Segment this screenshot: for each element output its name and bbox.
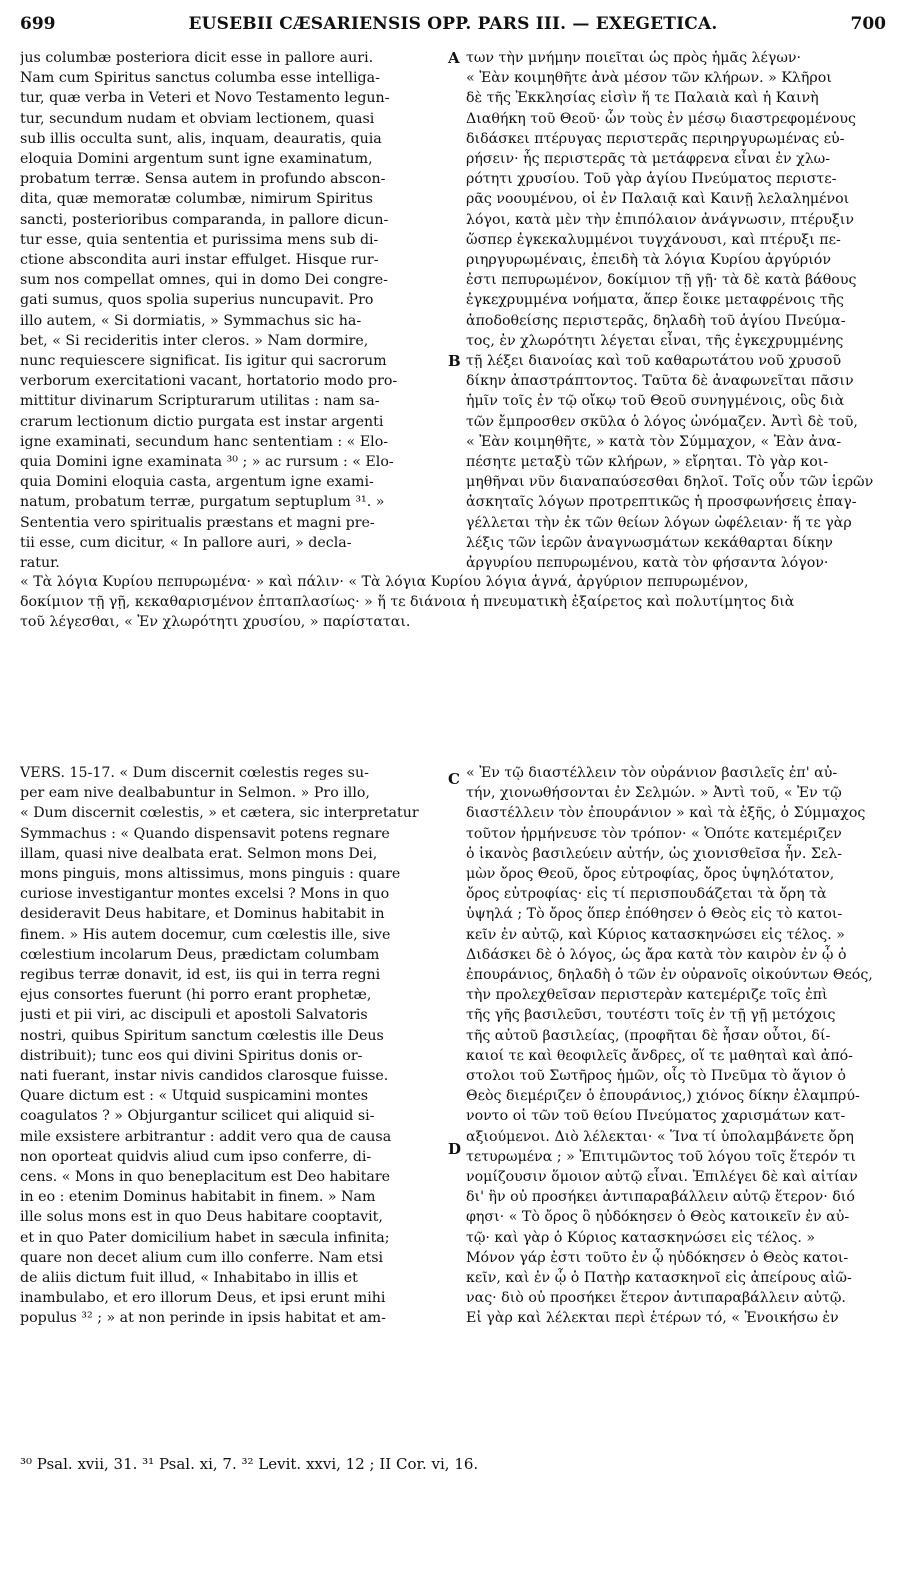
text-line: desideravit Deus habitare, et Dominus habitabit in: [20, 906, 385, 923]
text-line: δίκην ἀπαστράπτοντος. Ταῦτα δὲ ἀναφωνεῖται πᾶσιν: [466, 373, 854, 390]
text-line: mile exsistere arbitrantur : addit vero qua de causa: [20, 1128, 392, 1145]
text-line: igne examinati, secundum hanc sententiam : « Elo-: [20, 433, 389, 450]
text-line: μὼν ὄρος Θεοῦ, ὄρος εὐτροφίας, ὄρος ὑψηλότατον,: [466, 866, 835, 883]
text-line: quia Domini igne examinata ³⁰ ; » ac rursum : « Elo-: [20, 454, 394, 471]
text-line: bet, « Si recideritis inter cleros. » Nam dormire,: [20, 332, 369, 349]
text-line: ὑψηλά ; Τὸ ὄρος ὅπερ ἐπόθησεν ὁ Θεὸς εἰς τὸ κατοι-: [466, 906, 843, 923]
text-line: τῇ λέξει διανοίας καὶ τοῦ καθαρωτάτου νοῦ χρυσοῦ: [466, 353, 842, 370]
text-line: gati sumus, quos spolia superius nuncupavit. Pro: [20, 292, 374, 309]
running-title: EUSEBII CÆSARIENSIS OPP. PARS III. — EXEGETICA.: [188, 14, 718, 34]
text-line: nostri, quibus Spiritum sanctum cœlestis ille Deus: [20, 1027, 384, 1044]
text-line: κεῖν ἐν αὐτῷ, καὶ Κύριος κατασκηνώσει εἰς τέλος. »: [466, 926, 845, 943]
text-line: τῆς αὐτοῦ βασιλείας, (προφῆται δὲ ἦσαν οὗτοι, δί-: [466, 1027, 831, 1044]
text-line: φησι· « Τὸ ὄρος ὃ ηὐδόκησεν ὁ Θεὸς κατοικεῖν ἐν αὐ-: [466, 1209, 850, 1226]
text-line: λόγοι, κατὰ μὲν τὴν ἐπιπόλαιον ἀνάγνωσιν, πτέρυξιν: [466, 211, 854, 228]
text-line: regibus terræ donavit, id est, iis qui in terra regni: [20, 967, 381, 984]
latin-column-top: [20, 48, 448, 573]
text-line: Sententia vero spiritualis præstans et magni pre-: [20, 514, 375, 531]
text-line: δι' ἣν οὐ προσήκει ἀντιπαραβάλλειν αὐτῷ ἕτερον· διό: [466, 1189, 855, 1206]
footnotes: ³⁰ Psal. xvii, 31. ³¹ Psal. xi, 7. ³² Levit. xxvi, 12 ; II Cor. vi, 16.: [20, 1455, 479, 1473]
text-line: τοῦ λέγεσθαι, « Ἐν χλωρότητι χρυσίου, » παρίσταται.: [20, 614, 411, 631]
text-line: crarum lectionum dictio purgata est instar argenti: [20, 413, 384, 430]
text-line: αξιούμενοι. Διὸ λέλεκται· « Ἵνα τί ὑπολαμβάνετε ὄρη: [466, 1128, 854, 1145]
text-line: τοῦτον ἡρμήνευσε τὸν τρόπον· « Ὁπότε κατεμέριζεν: [466, 825, 842, 842]
text-line: νομίζουσιν ὅμοιον αὐτῷ εἶναι. Ἐπιλέγει δὲ καὶ αἰτίαν: [466, 1169, 858, 1186]
text-line: « Dum discernit cœlestis, » et cætera, sic interpretatur: [20, 805, 419, 822]
text-line: στολοι τοῦ Σωτῆρος ἡμῶν, οἷς τὸ Πνεῦμα τὸ ἅγιον ὁ: [466, 1068, 846, 1085]
text-line: τετυρωμένα ; » Ἐπιτιμῶντος τοῦ λόγου τοῖς ἕτερόν τι: [466, 1148, 856, 1165]
text-line: mittitur divinarum Scripturarum utilitas : nam sa-: [20, 393, 380, 410]
text-line: δὲ τῆς Ἐκκλησίας εἰσὶν ἥ τε Παλαιὰ καὶ ἡ Καινὴ: [466, 90, 819, 107]
text-line: ἐστι πεπυρωμένον, δοκίμιον τῇ γῇ· τὰ δὲ κατὰ βάθους: [466, 272, 857, 289]
margin-letter-d: D: [448, 1140, 462, 1158]
text-line: natum, probatum terræ, purgatum septuplum ³¹. »: [20, 494, 385, 511]
text-line: cœlestium incolarum Deus, prædictam columbam: [20, 946, 380, 963]
text-line: Διδάσκει δὲ ὁ λόγος, ὡς ἄρα κατὰ τὸν καιρὸν ἐν ᾧ ὁ: [466, 946, 847, 963]
text-line: ctione abscondita auri instar effulget. Hisque rur-: [20, 252, 379, 269]
text-line: ἀσκηταῖς λόγων προτρεπτικῶς ἡ προσφωνήσεις ἐπαγ-: [466, 494, 857, 511]
page-header: [20, 14, 886, 40]
text-line: ἐγκεχρυμμένα νοήματα, ἅπερ ἔοικε μεταφρένοις τῆς: [466, 292, 844, 309]
text-line: quia Domini eloquia casta, argentum igne exami-: [20, 474, 374, 491]
text-line: probatum terræ. Sensa autem in profundo abscon-: [20, 171, 386, 188]
text-line: τῷ· καὶ γὰρ ὁ Κύριος κατασκηνώσει εἰς τέλος. »: [466, 1229, 816, 1246]
text-line: VERS. 15-17. « Dum discernit cœlestis reges su-: [20, 765, 369, 781]
text-line: sum nos compellat omnes, qui in domo Dei congre-: [20, 272, 388, 289]
margin-letter-a: A: [448, 49, 460, 67]
text-line: ρότητι χρυσίου. Τοῦ γὰρ ἁγίου Πνεύματος περιστε-: [466, 171, 837, 188]
page-number-right: 700: [850, 14, 886, 34]
text-line: τος, ἐν χλωρότητι λέγεται εἶναι, τῆς ἐγκεχρυμμένης: [466, 332, 844, 349]
text-line: κεῖν, καὶ ἐν ᾧ ὁ Πατὴρ κατασκηνοῖ εἰς ἀπείρους αἰῶ-: [466, 1270, 852, 1287]
text-line: Διαθήκη τοῦ Θεοῦ· ὧν τοὺς ἐν μέσῳ διαστρεφομένους: [466, 110, 856, 127]
text-line: των τὴν μνήμην ποιεῖται ὡς πρὸς ἡμᾶς λέγων·: [466, 50, 802, 66]
text-line: πέσητε μεταξὺ τῶν κλήρων, » εἴρηται. Τὸ γὰρ κοι-: [466, 454, 829, 471]
text-line: in eo : etenim Dominus habitabit in finem. » Nam: [20, 1189, 376, 1206]
text-line: et in quo Pater domicilium habet in sæcula infinita;: [20, 1229, 390, 1246]
text-line: ejus consortes fuerunt (hi porro erant prophetæ,: [20, 987, 372, 1004]
text-line: illo autem, « Si dormiatis, » Symmachus sic ha-: [20, 312, 362, 329]
text-line: τήν, χιονωθήσονται ἐν Σελμών. » Ἀντὶ τοῦ, « Ἐν τῷ: [466, 785, 842, 802]
text-line: μηθῆναι νῦν διαναπαύσεσθαι δηλοῖ. Τοῖς οὖν τῶν ἱερῶν: [466, 474, 874, 491]
text-line: Quare dictum est : « Utquid suspicamini montes: [20, 1088, 369, 1105]
latin-column-bottom: [20, 763, 448, 1329]
text-line: nati fuerant, instar nivis candidos clarosque fuisse.: [20, 1068, 389, 1085]
greek-full-width-passage: [20, 572, 886, 633]
text-line: « Ἐὰν κοιμηθῆτε ἀνὰ μέσον τῶν κλήρων. » Κλῆροι: [466, 70, 832, 87]
text-line: « Τὰ λόγια Κυρίου πεπυρωμένα· » καὶ πάλιν· « Τὰ λόγια Κυρίου λόγια ἁγνά, ἀργύριον πεπυρωμένον,: [20, 574, 749, 590]
text-line: τὴν προλεχθεῖσαν περιστερὰν κατεμέριζε τοῖς ἐπὶ: [466, 987, 828, 1004]
text-line: verborum exercitationi vacant, hortatorio modo pro-: [20, 373, 398, 390]
text-line: illam, quasi nive dealbata erat. Selmon mons Dei,: [20, 845, 378, 862]
text-line: cens. « Mons in quo beneplacitum est Deo habitare: [20, 1169, 391, 1186]
text-line: populus ³² ; » at non perinde in ipsis habitat et am-: [20, 1310, 386, 1327]
text-line: Εἰ γὰρ καὶ λέλεκται περὶ ἑτέρων τό, « Ἐνοικήσω ἐν: [466, 1310, 839, 1327]
text-line: quare non decet alium cum illo conferre. Nam etsi: [20, 1249, 384, 1266]
text-line: tur esse, quia sententia et purissima mens sub di-: [20, 231, 379, 248]
text-line: νοντο οἱ τῶν τοῦ θείου Πνεύματος χαρισμάτων κατ-: [466, 1108, 846, 1125]
text-line: νας· διὸ οὐ προσήκει ἕτερον ἀντιπαραβάλλειν αὐτῷ.: [466, 1290, 846, 1307]
text-line: ὄρος εὐτροφίας· εἰς τί περισπουδάζεται τὰ ὄρη τὰ: [466, 886, 827, 903]
text-line: per eam nive dealbabuntur in Selmon. » Pro illo,: [20, 785, 370, 802]
text-line: tii esse, cum dicitur, « In pallore auri, » decla-: [20, 534, 352, 551]
greek-column-top: [466, 48, 886, 573]
text-line: ἀποδοθείσης περιστερᾶς, δηλαδὴ τοῦ ἁγίου Πνεύμα-: [466, 312, 846, 329]
text-line: ὁ ἱκανὸς βασιλεύειν αὐτήν, ὡς χιονισθεῖσα ἦν. Σελ-: [466, 845, 843, 862]
text-line: διαστέλλειν τὸν ἐπουράνιον » καὶ τὰ ἑξῆς, ὁ Σύμμαχος: [466, 805, 866, 822]
text-line: tur, quæ verba in Veteri et Novo Testamento legun-: [20, 90, 390, 107]
text-line: ille solus mons est in quo Deus habitare cooptavit,: [20, 1209, 383, 1226]
text-line: ὥσπερ ἐγκεκαλυμμένοι τυγχάνουσι, καὶ πτέρυξι πε-: [466, 231, 841, 248]
text-line: Symmachus : « Quando dispensavit potens regnare: [20, 825, 390, 842]
text-line: de aliis dictum fuit illud, « Inhabitabo in illis et: [20, 1270, 358, 1287]
text-line: coagulatos ? » Objurgantur scilicet qui aliquid si-: [20, 1108, 375, 1125]
text-line: inambulabo, et ero illorum Deus, et ipsi erunt mihi: [20, 1290, 386, 1307]
text-line: mons pinguis, mons altissimus, mons pinguis : quare: [20, 866, 401, 883]
text-line: Μόνον γάρ ἐστι τοῦτο ἐν ᾧ ηὐδόκησεν ὁ Θεὸς κατοι-: [466, 1249, 849, 1266]
text-line: ρήσειν· ἧς περιστερᾶς τὰ μετάφρενα εἶναι ἐν χλω-: [466, 151, 831, 168]
text-line: καιοί τε καὶ θεοφιλεῖς ἄνδρες, οἵ τε μαθηταὶ καὶ ἀπό-: [466, 1047, 853, 1064]
text-line: finem. » His autem docemur, cum cœlestis ille, sive: [20, 926, 391, 943]
text-line: ἐπουράνιος, δηλαδὴ ὁ τῶν ἐν οὐρανοῖς οἰκούντων Θεός,: [466, 967, 873, 984]
text-line: ρᾶς νοουμένου, οἱ ἐν Παλαιᾷ καὶ Καινῇ λελαλημένοι: [466, 191, 850, 208]
text-line: eloquia Domini argentum sunt igne examinatum,: [20, 151, 373, 168]
text-line: λέξις τῶν ἱερῶν ἀναγνωσμάτων κεκάθαρται δίκην: [466, 534, 833, 551]
page-number-left: 699: [20, 14, 56, 34]
margin-letter-c: C: [448, 770, 460, 788]
margin-letter-b: B: [448, 352, 461, 370]
text-line: distribuit); tunc eos qui divini Spiritus donis or-: [20, 1047, 363, 1064]
text-line: ἡμῖν τοῖς ἐν τῷ οἴκῳ τοῦ Θεοῦ συνηγμένοις, οὓς διὰ: [466, 393, 845, 410]
text-line: « Ἐὰν κοιμηθῆτε, » κατὰ τὸν Σύμμαχον, « Ἐὰν ἀνα-: [466, 433, 842, 450]
text-line: jus columbæ posteriora dicit esse in pallore auri.: [20, 50, 374, 66]
greek-column-bottom: [466, 763, 886, 1329]
text-line: justi et pii viri, ac discipuli et apostoli Salvatoris: [20, 1007, 368, 1024]
text-line: Θεὸς διεμέριζεν ὁ ἐπουράνιος,) χιόνος δίκην ἐλαμπρύ-: [466, 1088, 860, 1105]
text-line: sub illis occulta sunt, alis, inquam, deauratis, quia: [20, 130, 382, 147]
text-line: nunc requiescere significat. Iis igitur qui sacrorum: [20, 353, 387, 370]
text-line: ἀργυρίου πεπυρωμένου, κατὰ τὸν φήσαντα λόγον·: [466, 555, 829, 572]
text-line: γέλλεται τὴν ἐκ τῶν θείων λόγων ὠφέλειαν· ἥ τε γὰρ: [466, 514, 852, 531]
text-line: « Ἐν τῷ διαστέλλειν τὸν οὐράνιον βασιλεῖς ἐπ' αὐ-: [466, 765, 838, 781]
text-line: τῶν ἔμπροσθεν σκῦλα ὁ λόγος ὠνόμαζεν. Ἀντὶ δὲ τοῦ,: [466, 413, 858, 430]
text-line: τῆς γῆς βασιλεῦσι, τουτέστι τοῖς ἐν τῇ γῇ μετόχοις: [466, 1007, 836, 1024]
text-line: δοκίμιον τῇ γῇ, κεκαθαρισμένον ἑπταπλασίως· » ἥ τε διάνοια ἡ πνευματικὴ ἐξαίρετος καὶ πολυτίμητος διὰ: [20, 594, 795, 611]
text-line: Nam cum Spiritus sanctus columba esse intelliga-: [20, 70, 380, 87]
text-line: sancti, posterioribus comparanda, in pallore dicun-: [20, 211, 389, 228]
text-line: ratur.: [20, 555, 60, 572]
text-line: curiose investigantur montes excelsi ? Mons in quo: [20, 886, 390, 903]
text-line: tur, secundum nudam et obviam lectionem, quasi: [20, 110, 375, 127]
text-line: διδάσκει πτέρυγας περιστερᾶς περιηργυρωμένας εὑ-: [466, 130, 845, 147]
text-line: non oporteat quidvis aliud cum ipso conferre, di-: [20, 1148, 372, 1165]
text-line: ριηργυρωμέναις, ἐπειδὴ τὰ λόγια Κυρίου ἀργύριόν: [466, 252, 831, 269]
text-line: dita, quæ memoratæ columbæ, nimirum Spiritus: [20, 191, 373, 208]
